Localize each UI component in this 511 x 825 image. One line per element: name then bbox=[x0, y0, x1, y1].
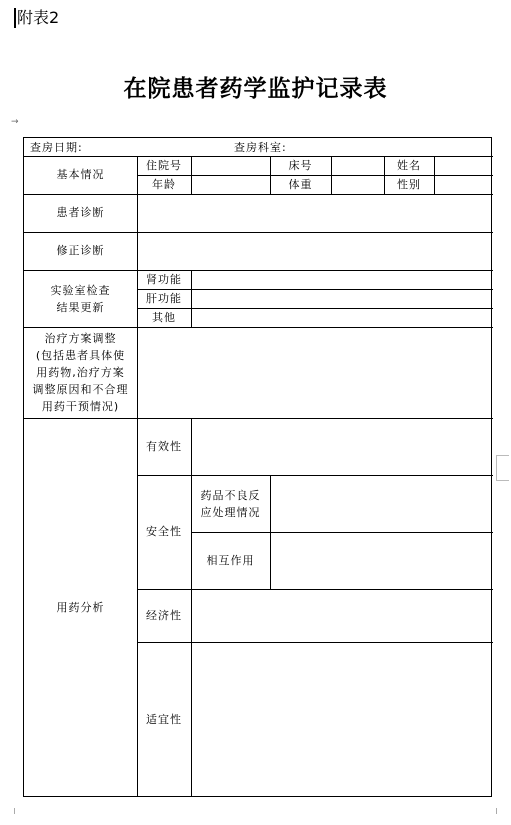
drug-interaction-label: 相互作用 bbox=[206, 553, 255, 567]
kidney-function-label: 肾功能 bbox=[146, 272, 182, 286]
patient-name-label: 姓名 bbox=[397, 158, 421, 172]
treatment-line2: (包括患者具体使 bbox=[35, 349, 126, 362]
rounds-date-label: 查房日期: bbox=[30, 141, 83, 154]
safety-label: 安全性 bbox=[146, 525, 182, 538]
effectiveness-label: 有效性 bbox=[146, 439, 182, 453]
treatment-line1: 治疗方案调整 bbox=[44, 332, 117, 345]
page-corner-mark-icon bbox=[490, 808, 497, 814]
other-lab-label: 其他 bbox=[152, 310, 176, 324]
adr-handling-label bbox=[191, 475, 270, 532]
medication-analysis-label: 用药分析 bbox=[56, 600, 105, 614]
suitability-label: 适宜性 bbox=[146, 712, 182, 726]
adr-line2: 应处理情况 bbox=[200, 505, 261, 519]
rounds-dept-label: 查房科室: bbox=[234, 141, 287, 154]
treatment-line5: 用药干预情况) bbox=[41, 400, 120, 413]
lab-results-label-line1: 实验室检查 bbox=[50, 283, 111, 297]
economy-label: 经济性 bbox=[146, 608, 182, 622]
age-label: 年龄 bbox=[152, 177, 176, 191]
document-title: 在院患者药学监护记录表 bbox=[123, 75, 388, 102]
paragraph-marker-icon: → bbox=[11, 117, 19, 127]
page-edge-marker-icon bbox=[496, 455, 509, 481]
lab-results-label bbox=[24, 270, 137, 327]
patient-diagnosis-label: 患者诊断 bbox=[56, 206, 105, 219]
lab-results-label-line2: 结果更新 bbox=[56, 300, 105, 314]
basic-info-label: 基本情况 bbox=[56, 168, 105, 181]
revised-diagnosis-label: 修正诊断 bbox=[56, 244, 105, 257]
page-corner-mark-icon bbox=[14, 808, 21, 814]
bed-no-label: 床号 bbox=[288, 158, 313, 172]
treatment-adjustment-label bbox=[24, 327, 137, 418]
gender-label: 性别 bbox=[397, 177, 421, 191]
liver-function-label: 肝功能 bbox=[146, 291, 182, 305]
treatment-line4: 调整原因和不合理 bbox=[32, 383, 129, 396]
hospital-no-label: 住院号 bbox=[146, 158, 182, 172]
treatment-line3: 用药物,治疗方案 bbox=[36, 366, 125, 379]
pharmacy-monitoring-form-table bbox=[23, 137, 492, 797]
attachment-label: 附表2 bbox=[14, 8, 59, 28]
adr-line1: 药品不良反 bbox=[200, 488, 261, 502]
weight-label: 体重 bbox=[288, 177, 313, 191]
